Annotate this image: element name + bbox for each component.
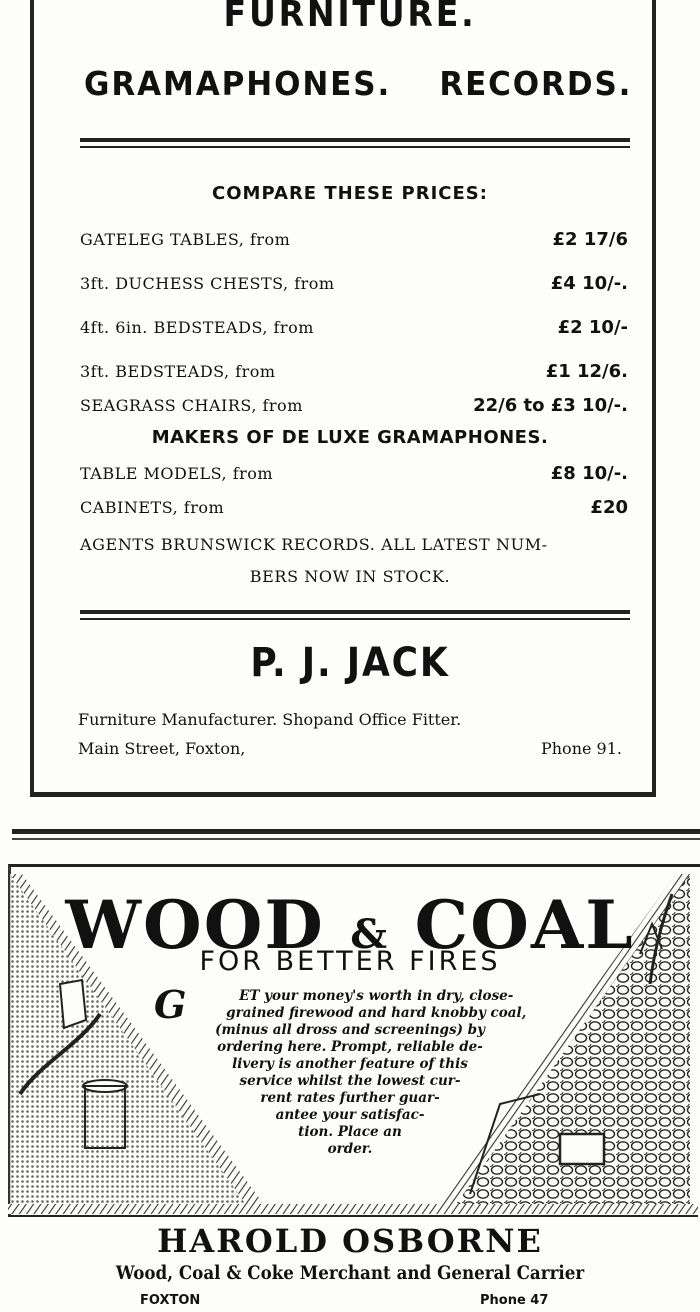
column-separator-thin (12, 838, 700, 840)
ad-body-text (140, 982, 560, 1158)
price-item-value: £1 12/6. (545, 361, 628, 382)
body-line: grained firewood and hard knobby coal, (226, 1005, 527, 1021)
price-item-value: £20 (590, 497, 628, 518)
body-line: tion. Place an (298, 1124, 402, 1140)
title-wood: WOOD (65, 886, 325, 964)
body-line: ordering here. Prompt, reliable de- (217, 1039, 483, 1055)
title-coal: COAL (414, 886, 635, 964)
merchant-town: FOXTON (140, 1293, 201, 1308)
price-item-value: £4 10/-. (550, 273, 628, 294)
body-line: livery is another feature of this (232, 1056, 468, 1072)
price-item-value: £2 10/- (557, 317, 628, 338)
business-description: Furniture Manufacturer. Shopand Office Fitter. (78, 710, 462, 729)
body-line: service whilst the lowest cur- (239, 1073, 461, 1089)
makers-heading: MAKERS OF DE LUXE GRAMAPHONES. (151, 427, 549, 448)
price-row (80, 395, 628, 421)
price-row (80, 317, 628, 343)
price-row (80, 497, 628, 523)
column-separator (12, 829, 700, 834)
coal-box-icon (560, 1134, 604, 1164)
price-row (80, 463, 628, 489)
merchant-phone: Phone 47 (480, 1293, 549, 1308)
double-rule-top (80, 138, 630, 148)
merchant-name: HAROLD OSBORNE (157, 1222, 543, 1260)
price-item-label: 3ft. BEDSTEADS, from (80, 362, 276, 381)
ad-heading-furniture: FURNITURE. (223, 0, 477, 35)
price-item-label: 3ft. DUCHESS CHESTS, from (80, 274, 335, 293)
agents-line-2: BERS NOW IN STOCK. (249, 567, 451, 586)
price-item-label: TABLE MODELS, from (80, 464, 274, 483)
price-item-label: GATELEG TABLES, from (80, 230, 291, 249)
price-item-value: £2 17/6 (552, 229, 628, 250)
title-ampersand: & (350, 911, 390, 958)
business-address: Main Street, Foxton, (78, 739, 246, 758)
body-line: order. (327, 1141, 373, 1157)
tagline: FOR BETTER FIRES (199, 946, 501, 977)
price-row (80, 229, 628, 255)
body-line: rent rates further guar- (260, 1090, 440, 1106)
ad-subheading-records: RECORDS. (438, 64, 632, 103)
bottom-border-band (8, 1204, 698, 1214)
price-item-value: 22/6 to £3 10/-. (473, 395, 628, 416)
price-item-label: CABINETS, from (80, 498, 225, 517)
body-line: ET your money's worth in dry, close- (239, 988, 514, 1004)
business-phone: Phone 91. (540, 739, 622, 758)
ad-subheading-gramaphones: GRAMAPHONES. (84, 64, 392, 103)
merchant-trade: Wood, Coal & Coke Merchant and General Carrier (115, 1262, 585, 1284)
advertiser-name: P. J. JACK (250, 640, 450, 686)
price-item-value: £8 10/-. (550, 463, 628, 484)
body-line: (minus all dross and screenings) by (215, 1022, 485, 1038)
body-line: antee your satisfac- (275, 1107, 425, 1123)
agents-line-1: AGENTS BRUNSWICK RECORDS. ALL LATEST NUM- (80, 535, 548, 554)
price-item-label: 4ft. 6in. BEDSTEADS, from (80, 318, 314, 337)
price-row (80, 361, 628, 387)
price-item-label: SEAGRASS CHAIRS, from (80, 396, 303, 415)
price-row (80, 273, 628, 299)
compare-prices-heading: COMPARE THESE PRICES: (212, 183, 488, 204)
drop-cap: G (154, 982, 187, 1027)
log-icon (60, 980, 86, 1028)
double-rule-bottom (80, 610, 630, 620)
